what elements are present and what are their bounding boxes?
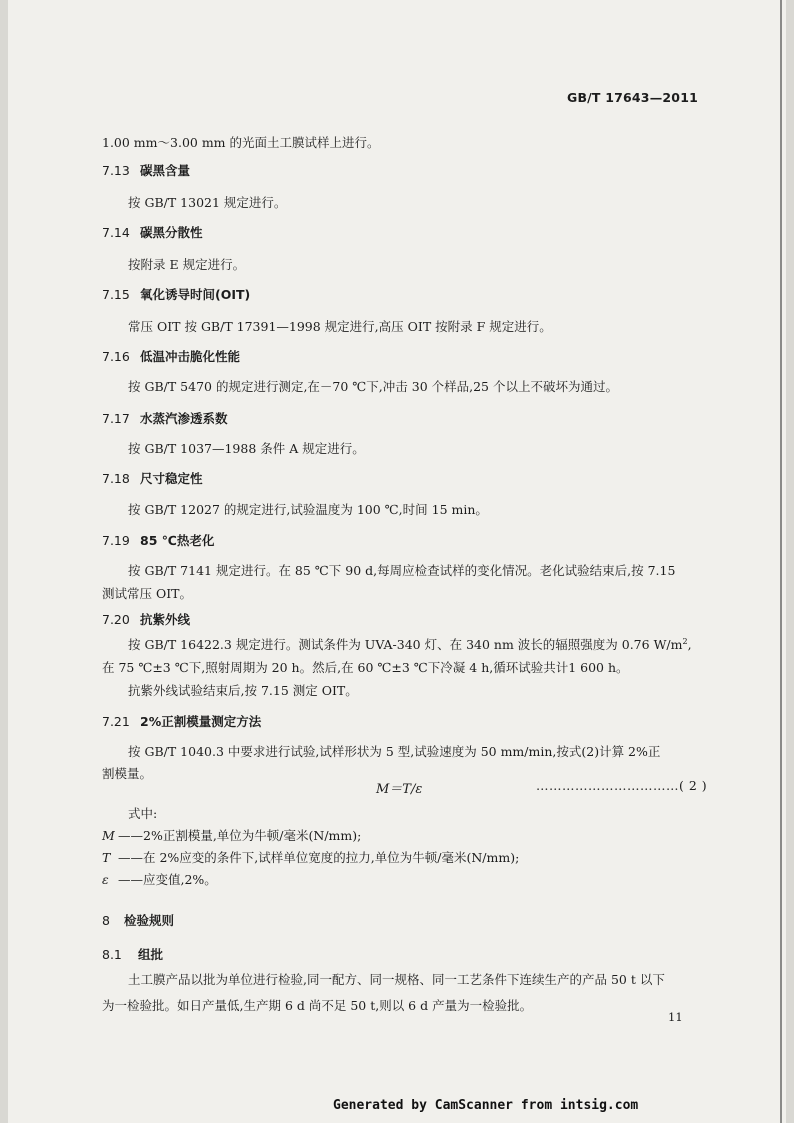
section-title: 尺寸稳定性 — [140, 471, 203, 486]
section-title: 2%正割模量测定方法 — [140, 714, 262, 729]
variable-symbol: T — [102, 850, 111, 865]
section-title: 碳黑含量 — [140, 163, 191, 178]
section-heading-8 — [102, 911, 174, 929]
section-title: 85 ℃热老化 — [140, 533, 215, 548]
section-number: 7.20 — [102, 612, 130, 627]
section-number: 7.17 — [102, 411, 130, 426]
scan-binding-line — [780, 0, 782, 1123]
section-title: 氧化诱导时间(OIT) — [140, 287, 251, 302]
paragraph-line: 抗紫外线试验结束后,按 7.15 测定 OIT。 — [128, 683, 358, 698]
paragraph-line: 割模量。 — [102, 766, 153, 781]
variable-definition — [102, 870, 217, 888]
section-title: 低温冲击脆化性能 — [140, 349, 241, 364]
variable-definition — [102, 848, 519, 866]
section-title: 抗紫外线 — [140, 612, 191, 627]
paragraph-line: 测试常压 OIT。 — [102, 586, 192, 601]
where-label: 式中: — [128, 806, 158, 821]
section-heading-7-14 — [102, 223, 203, 241]
section-number: 7.21 — [102, 714, 130, 729]
page-number: 11 — [668, 1010, 683, 1024]
superscript: 2 — [682, 636, 688, 646]
paragraph-line: 按附录 E 规定进行。 — [128, 257, 246, 272]
section-heading-7-20 — [102, 610, 190, 628]
section-heading-7-17 — [102, 409, 228, 427]
section-heading-8-1 — [102, 945, 163, 963]
section-number: 8.1 — [102, 947, 122, 962]
paragraph-line: 土工膜产品以批为单位进行检验,同一配方、同一规格、同一工艺条件下连续生产的产品 50 t 以下 — [128, 972, 665, 987]
section-number: 7.14 — [102, 225, 130, 240]
variable-symbol: M — [102, 828, 115, 843]
section-number: 8 — [102, 913, 110, 928]
paragraph-line — [128, 635, 692, 653]
scan-left-edge — [0, 0, 8, 1123]
section-title: 水蒸汽渗透系数 — [140, 411, 228, 426]
section-heading-7-21 — [102, 712, 261, 730]
section-number: 7.13 — [102, 163, 130, 178]
paragraph-line: 1.00 mm～3.00 mm 的光面土工膜试样上进行。 — [102, 135, 380, 150]
section-title: 检验规则 — [124, 913, 175, 928]
paragraph-text: , — [687, 637, 692, 652]
section-number: 7.15 — [102, 287, 130, 302]
paragraph-line: 常压 OIT 按 GB/T 17391—1998 规定进行,高压 OIT 按附录 F 规定进行。 — [128, 319, 552, 334]
section-heading-7-19 — [102, 531, 214, 549]
standard-code: GB/T 17643—2011 — [566, 90, 698, 105]
variable-description: ——2%正割模量,单位为牛顿/毫米(N/mm); — [118, 828, 362, 843]
section-heading-7-15 — [102, 285, 250, 303]
paragraph-text: 按 GB/T 16422.3 规定进行。测试条件为 UVA-340 灯、在 340 nm 波长的辐照强度为 0.76 W/m — [128, 637, 683, 652]
section-number: 7.16 — [102, 349, 130, 364]
section-number: 7.18 — [102, 471, 130, 486]
formula: M＝T/ε — [376, 782, 423, 797]
variable-symbol: ε — [102, 872, 109, 887]
section-heading-7-16 — [102, 347, 240, 365]
paragraph-line: 按 GB/T 12027 的规定进行,试验温度为 100 ℃,时间 15 min。 — [128, 502, 488, 517]
formula-number: ……………………………( 2 ) — [536, 778, 708, 793]
paragraph-line: 按 GB/T 1040.3 中要求进行试验,试样形状为 5 型,试验速度为 50 mm/min,按式(2)计算 2%正 — [128, 744, 661, 759]
variable-description: ——在 2%应变的条件下,试样单位宽度的拉力,单位为牛顿/毫米(N/mm); — [118, 850, 520, 865]
variable-description: ——应变值,2%。 — [118, 872, 217, 887]
scan-right-edge — [786, 0, 794, 1123]
variable-definition — [102, 826, 361, 844]
paragraph-line: 按 GB/T 1037—1988 条件 A 规定进行。 — [128, 441, 365, 456]
section-title: 碳黑分散性 — [140, 225, 203, 240]
paragraph-line: 按 GB/T 5470 的规定进行测定,在－70 ℃下,冲击 30 个样品,25 个以上不破坏为通过。 — [128, 379, 618, 394]
paragraph-line: 为一检验批。如日产量低,生产期 6 d 尚不足 50 t,则以 6 d 产量为一检验批。 — [102, 998, 533, 1013]
paragraph-line: 在 75 ℃±3 ℃下,照射周期为 20 h。然后,在 60 ℃±3 ℃下冷凝 4 h,循环试验共计1 600 h。 — [102, 660, 629, 675]
paragraph-line: 按 GB/T 13021 规定进行。 — [128, 195, 287, 210]
section-heading-7-13 — [102, 161, 190, 179]
scanner-watermark: Generated by CamScanner from intsig.com — [333, 1098, 639, 1113]
section-number: 7.19 — [102, 533, 130, 548]
section-heading-7-18 — [102, 469, 203, 487]
paragraph-line: 按 GB/T 7141 规定进行。在 85 ℃下 90 d,每周应检查试样的变化情况。老化试验结束后,按 7.15 — [128, 563, 676, 578]
section-title: 组批 — [138, 947, 164, 962]
